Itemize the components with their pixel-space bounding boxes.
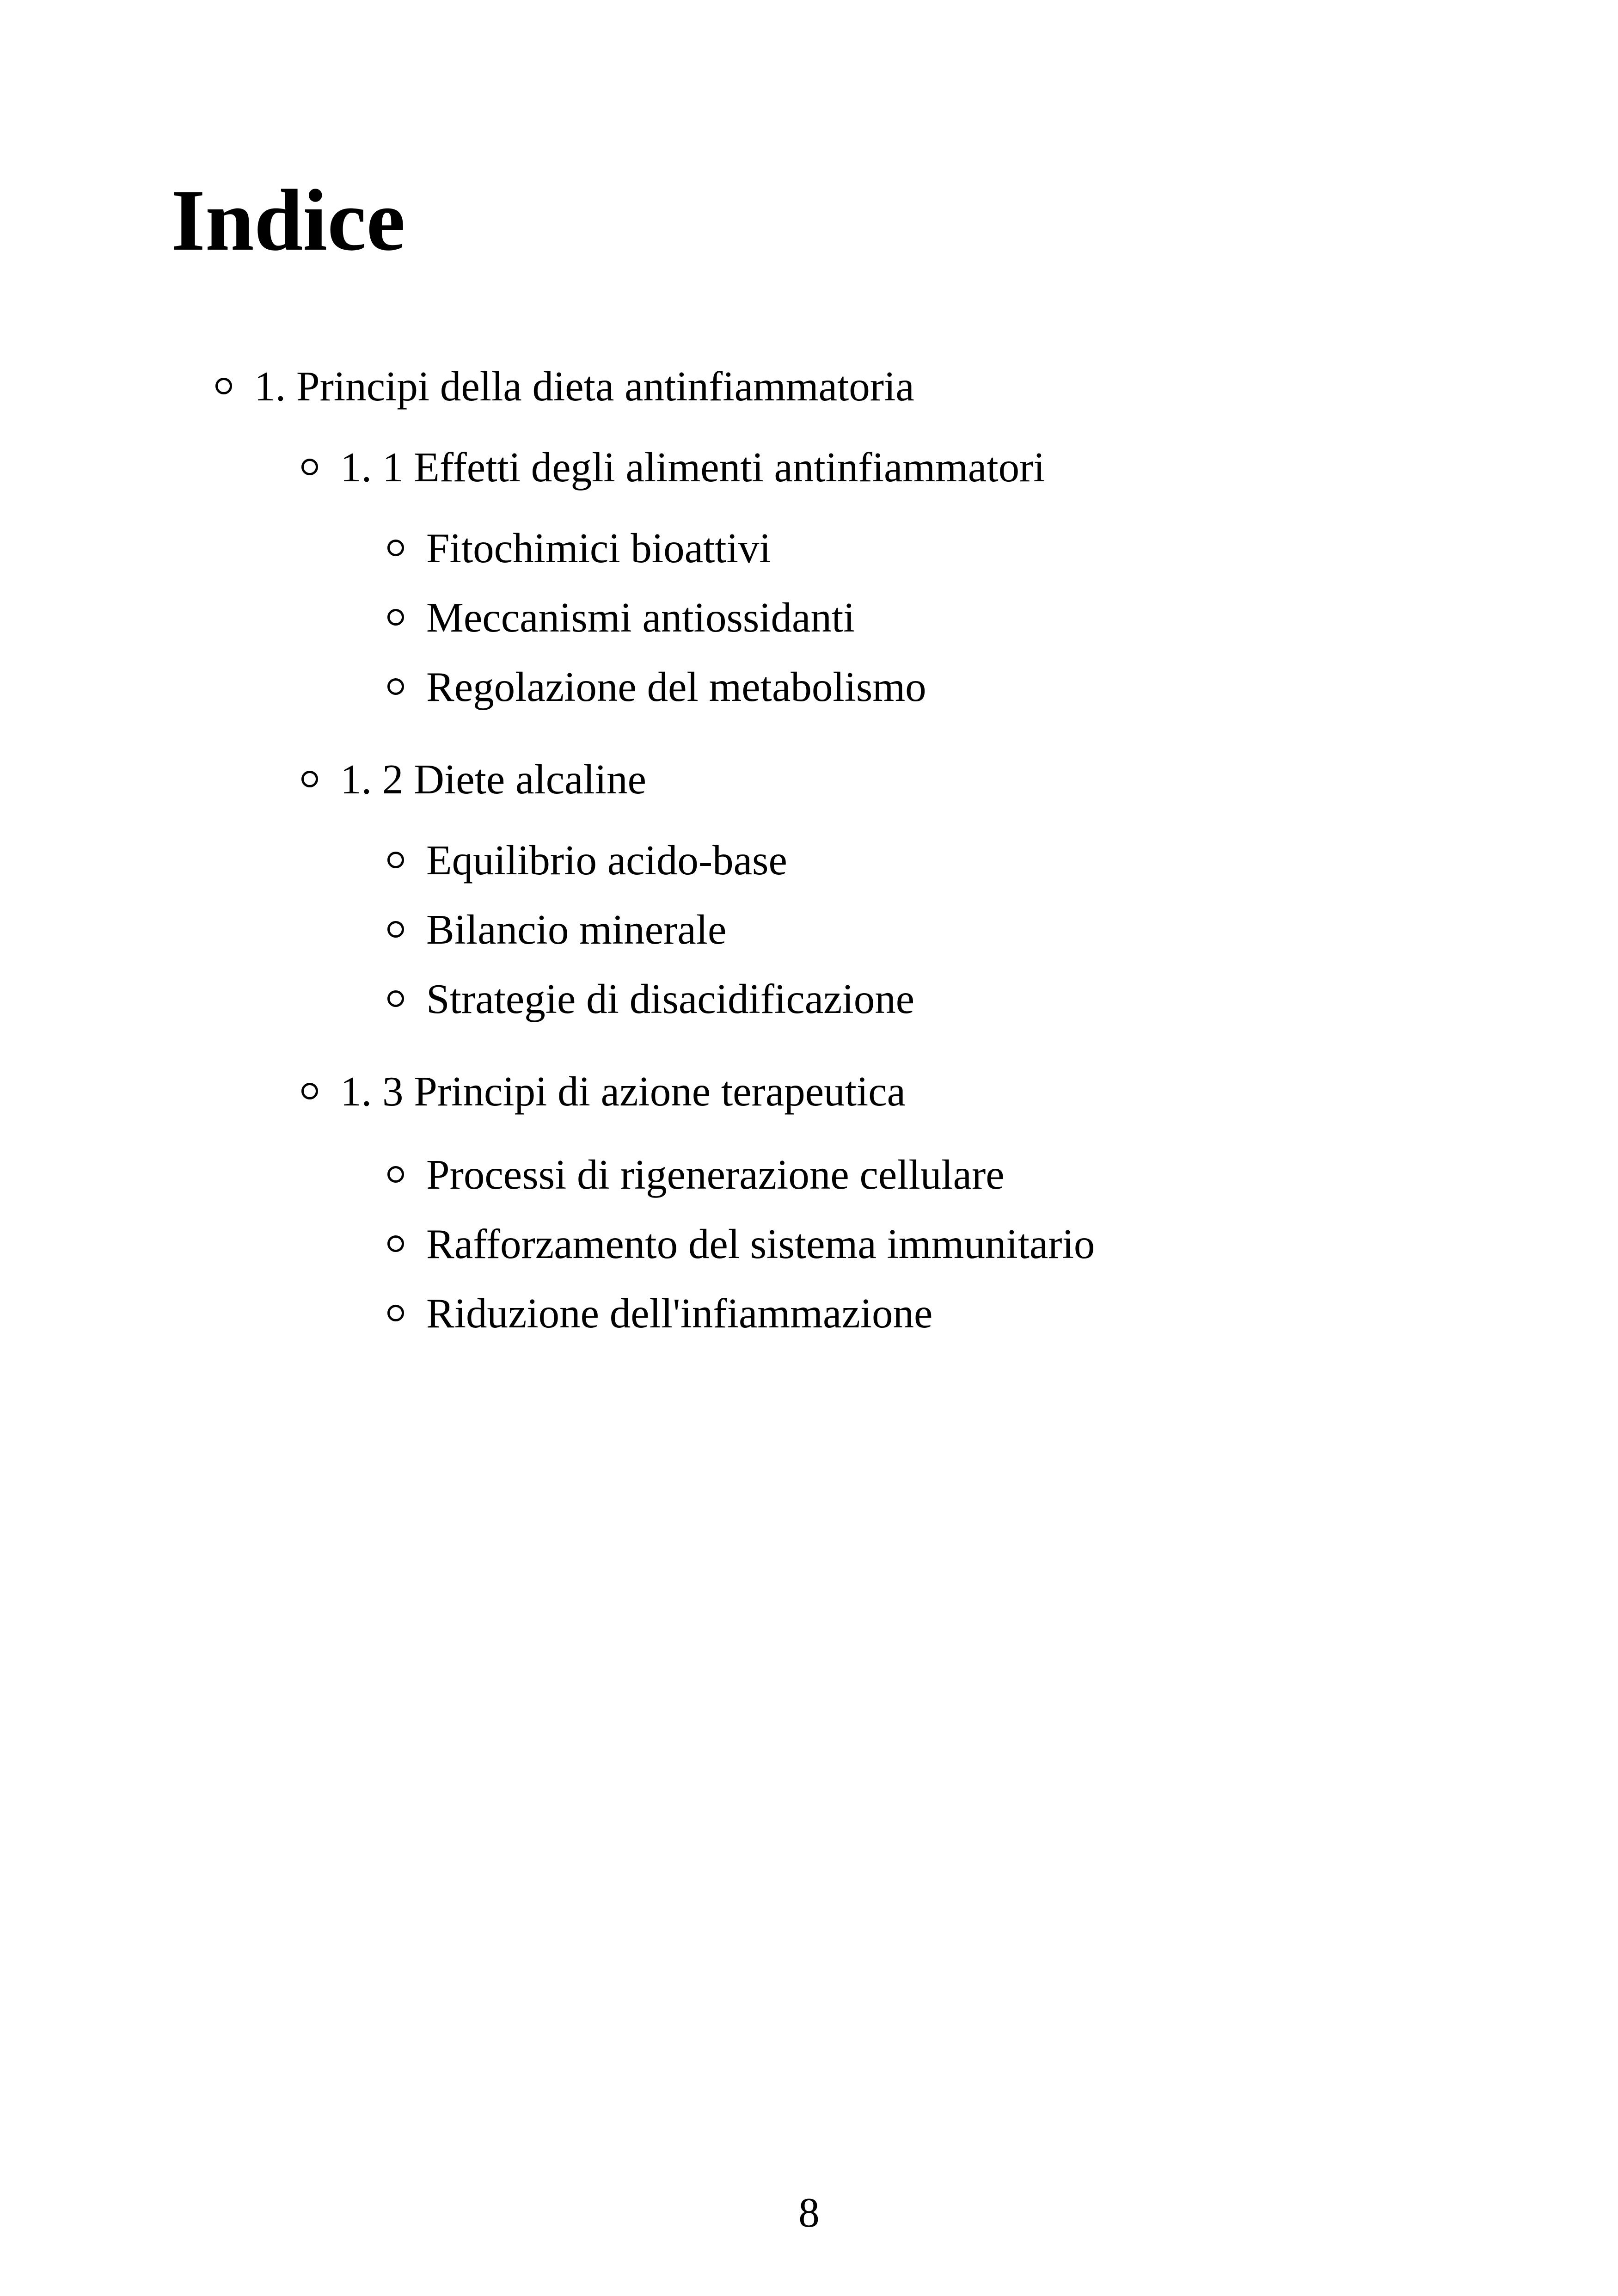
toc-item-label: Processi di rigenerazione cellulare: [426, 1151, 1005, 1198]
circle-bullet-icon: [387, 540, 404, 556]
toc-item-label: Meccanismi antiossidanti: [426, 594, 855, 641]
toc-item[interactable]: [387, 527, 771, 569]
toc-section-1-1[interactable]: [301, 444, 1045, 491]
toc-item-label: Equilibrio acido-base: [426, 837, 787, 884]
circle-bullet-icon: [387, 1235, 404, 1252]
toc-item[interactable]: [387, 837, 787, 884]
toc-item-label: Regolazione del metabolismo: [426, 663, 926, 710]
toc-item-label: Bilancio minerale: [426, 906, 727, 953]
circle-bullet-icon: [215, 378, 232, 394]
toc-section-label: 1. 3 Principi di azione terapeutica: [340, 1068, 906, 1115]
circle-bullet-icon: [387, 852, 404, 868]
toc-section-label: 1. 2 Diete alcaline: [340, 756, 646, 803]
circle-bullet-icon: [301, 1083, 318, 1099]
toc-item-label: Rafforzamento del sistema immunitario: [426, 1221, 1095, 1267]
circle-bullet-icon: [387, 990, 404, 1007]
page-number: 8: [798, 2189, 820, 2236]
toc-item[interactable]: [387, 906, 727, 953]
circle-bullet-icon: [387, 1305, 404, 1321]
toc-item[interactable]: [387, 594, 855, 641]
circle-bullet-icon: [387, 921, 404, 938]
toc-item-label: Fitochimici bioattivi: [426, 525, 771, 571]
circle-bullet-icon: [387, 678, 404, 695]
toc-chapter-label: 1. Principi della dieta antinfiammatoria: [254, 363, 914, 410]
toc-item[interactable]: [387, 1223, 1095, 1265]
toc-section-1-3[interactable]: [301, 1068, 906, 1115]
circle-bullet-icon: [387, 609, 404, 626]
toc-item[interactable]: [387, 663, 926, 710]
toc-item[interactable]: [387, 978, 914, 1020]
circle-bullet-icon: [387, 1166, 404, 1183]
circle-bullet-icon: [301, 459, 318, 475]
toc-item[interactable]: [387, 1151, 1005, 1198]
toc-item[interactable]: [387, 1290, 933, 1337]
toc-item-label: Strategie di disacidificazione: [426, 976, 915, 1022]
toc-item-label: Riduzione dell'infiammazione: [426, 1290, 933, 1337]
circle-bullet-icon: [301, 771, 318, 787]
page-title: Indice: [171, 172, 405, 269]
toc-chapter-1[interactable]: [215, 363, 914, 410]
toc-section-label: 1. 1 Effetti degli alimenti antinfiammatori: [340, 444, 1045, 491]
toc-section-1-2[interactable]: [301, 756, 646, 803]
